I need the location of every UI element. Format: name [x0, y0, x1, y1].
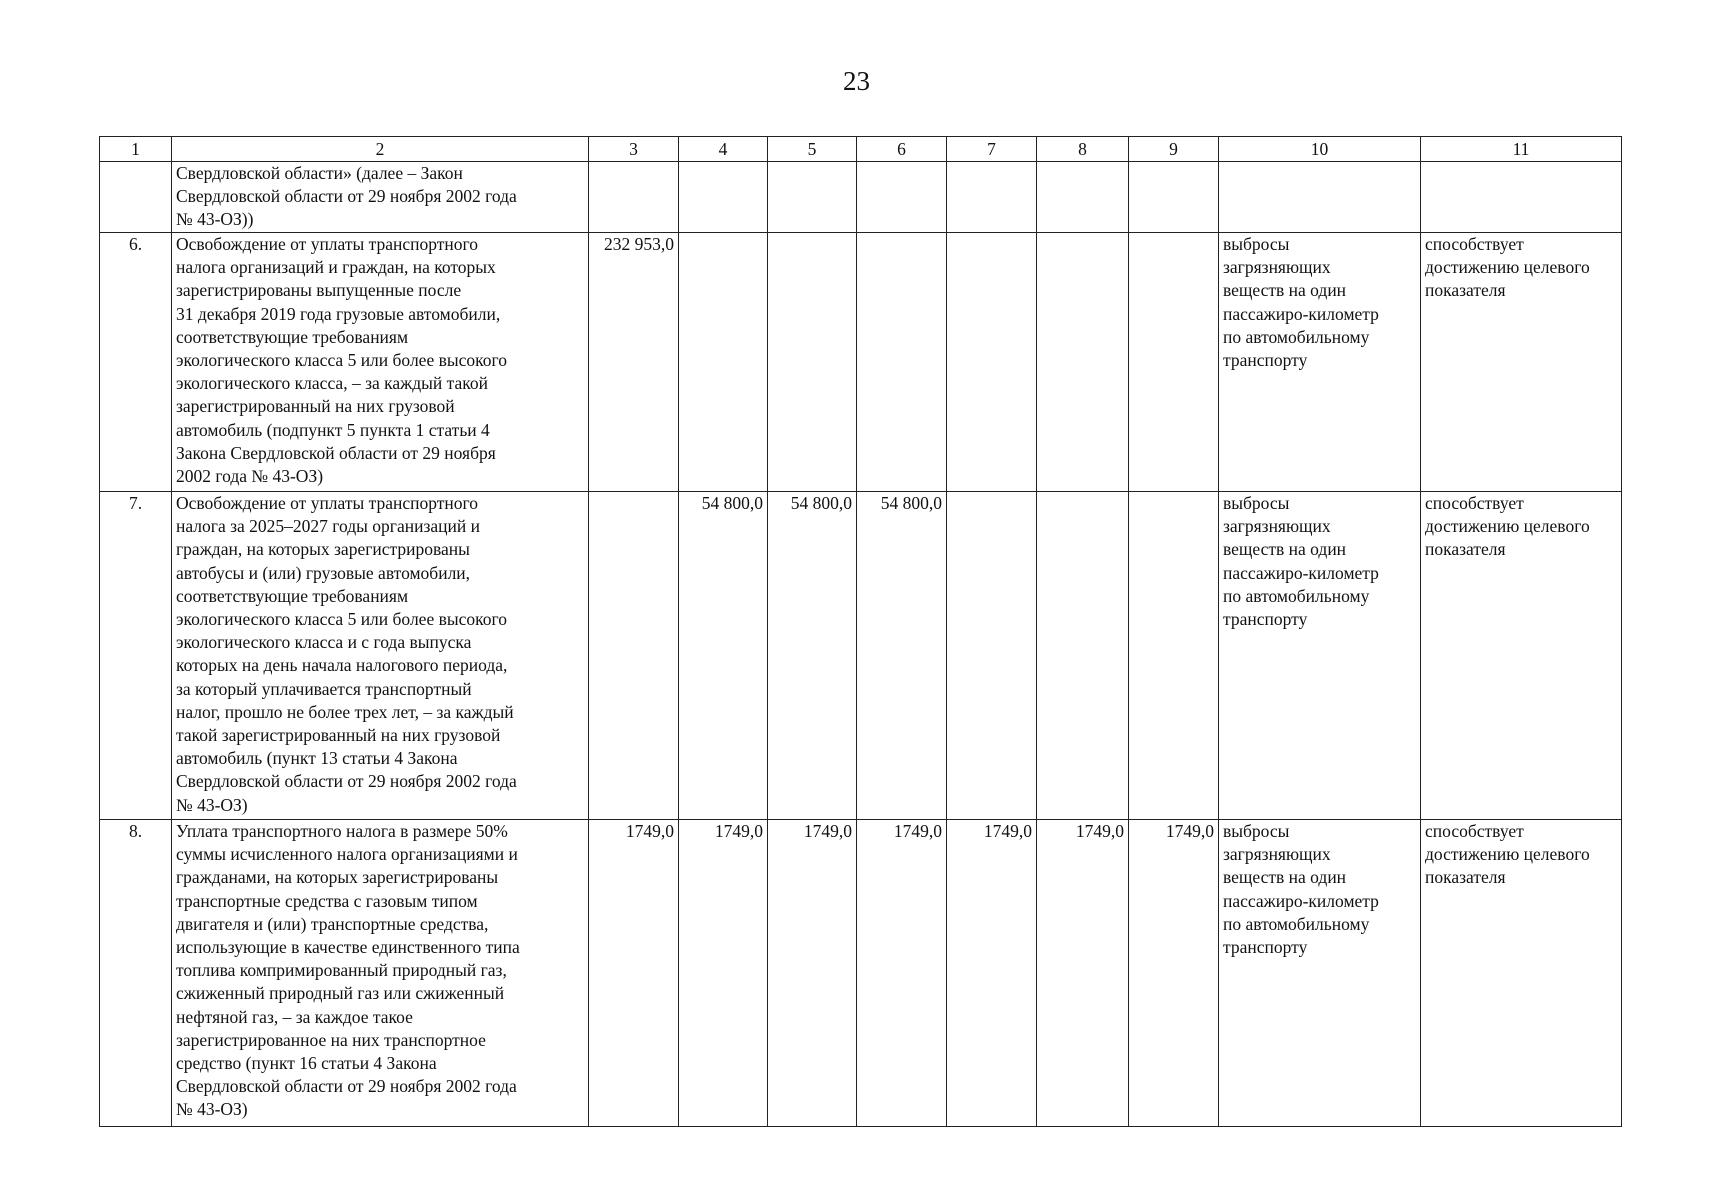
header-col-10: 10 — [1219, 137, 1421, 162]
page-number — [0, 66, 1713, 96]
row-value-col-9 — [1129, 492, 1219, 820]
row-number: 8. — [100, 820, 172, 1127]
row-value-col-8: 1749,0 — [1037, 820, 1129, 1127]
row-value-col-9 — [1129, 233, 1219, 492]
row-assessment: способствует достижению целевого показателя — [1421, 492, 1622, 820]
header-col-1: 1 — [100, 137, 172, 162]
table-row — [100, 492, 1622, 820]
row-value-col-3 — [589, 492, 679, 820]
header-col-8: 8 — [1037, 137, 1129, 162]
row-assessment — [1421, 162, 1622, 233]
row-indicator: выбросы загрязняющих веществ на один пассажиро-километр по автомобильному транспорту — [1219, 820, 1421, 1127]
row-value-col-7 — [947, 492, 1037, 820]
row-number — [100, 162, 172, 233]
header-row — [100, 137, 1622, 162]
header-col-5: 5 — [768, 137, 857, 162]
row-value-col-4 — [679, 162, 768, 233]
row-value-col-8 — [1037, 492, 1129, 820]
header-col-4: 4 — [679, 137, 768, 162]
row-value-col-7: 1749,0 — [947, 820, 1037, 1127]
row-value-col-6 — [857, 162, 947, 233]
row-value-col-8 — [1037, 162, 1129, 233]
header-col-2: 2 — [172, 137, 589, 162]
row-description: Освобождение от уплаты транспортного налога за 2025–2027 годы организаций и граждан, на которых зарегистрированы автобусы и (или) грузовые автомобили, соответствующие требованиям экологического класса 5 или более высокого экологического класса и с года выпуска которых на день начала налогового периода, за который уплачивается транспортный налог, прошло не более трех лет, – за каждый такой зарегистрированный на них грузовой автомобиль (пункт 13 статьи 4 Закона Свердловской области от 29 ноября 2002 года № 43-ОЗ) — [172, 492, 589, 820]
row-indicator: выбросы загрязняющих веществ на один пассажиро-километр по автомобильному транспорту — [1219, 233, 1421, 492]
row-value-col-5 — [768, 233, 857, 492]
row-value-col-4: 54 800,0 — [679, 492, 768, 820]
tax-benefits-table — [99, 136, 1622, 1127]
row-description: Свердловской области» (далее – Закон Свердловской области от 29 ноября 2002 года № 43-ОЗ)) — [172, 162, 589, 233]
table-header — [100, 137, 1622, 162]
row-value-col-8 — [1037, 233, 1129, 492]
header-col-7: 7 — [947, 137, 1037, 162]
row-value-col-5: 1749,0 — [768, 820, 857, 1127]
row-value-col-9 — [1129, 162, 1219, 233]
row-number: 6. — [100, 233, 172, 492]
row-value-col-9: 1749,0 — [1129, 820, 1219, 1127]
header-col-3: 3 — [589, 137, 679, 162]
header-col-11: 11 — [1421, 137, 1622, 162]
row-value-col-5: 54 800,0 — [768, 492, 857, 820]
table-row — [100, 820, 1622, 1127]
row-value-col-3: 1749,0 — [589, 820, 679, 1127]
row-value-col-6 — [857, 233, 947, 492]
row-indicator — [1219, 162, 1421, 233]
row-value-col-5 — [768, 162, 857, 233]
table-row — [100, 233, 1622, 492]
row-value-col-3 — [589, 162, 679, 233]
row-value-col-7 — [947, 162, 1037, 233]
header-col-6: 6 — [857, 137, 947, 162]
row-description: Уплата транспортного налога в размере 50% суммы исчисленного налога организациями и гражданами, на которых зарегистрированы транспортные средства с газовым типом двигателя и (или) транспортные средства, использующие в качестве единственного типа топлива компримированный природный газ, сжиженный природный газ или сжиженный нефтяной газ, – за каждое такое зарегистрированное на них транспортное средство (пункт 16 статьи 4 Закона Свердловской области от 29 ноября 2002 года № 43-ОЗ) — [172, 820, 589, 1127]
row-value-col-7 — [947, 233, 1037, 492]
row-number: 7. — [100, 492, 172, 820]
table-body — [100, 162, 1622, 1127]
row-assessment: способствует достижению целевого показателя — [1421, 820, 1622, 1127]
header-col-9: 9 — [1129, 137, 1219, 162]
row-value-col-4: 1749,0 — [679, 820, 768, 1127]
row-description: Освобождение от уплаты транспортного налога организаций и граждан, на которых зарегистрированы выпущенные после 31 декабря 2019 года грузовые автомобили, соответствующие требованиям экологического класса 5 или более высокого экологического класса, – за каждый такой зарегистрированный на них грузовой автомобиль (подпункт 5 пункта 1 статьи 4 Закона Свердловской области от 29 ноября 2002 года № 43-ОЗ) — [172, 233, 589, 492]
row-indicator: выбросы загрязняющих веществ на один пассажиро-километр по автомобильному транспорту — [1219, 492, 1421, 820]
row-value-col-6: 1749,0 — [857, 820, 947, 1127]
row-value-col-6: 54 800,0 — [857, 492, 947, 820]
table-row — [100, 162, 1622, 233]
row-value-col-4 — [679, 233, 768, 492]
row-assessment: способствует достижению целевого показателя — [1421, 233, 1622, 492]
row-value-col-3: 232 953,0 — [589, 233, 679, 492]
page-number-text: 23 — [843, 66, 870, 96]
